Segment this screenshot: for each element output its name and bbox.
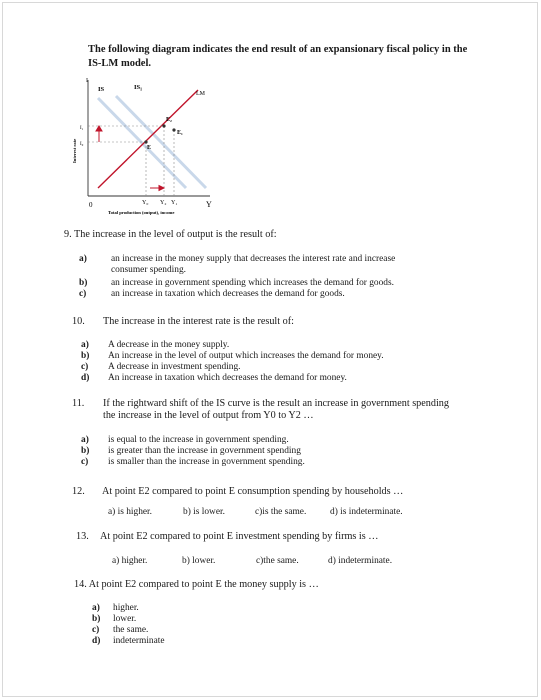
q14-option-c-text: the same.: [113, 625, 149, 635]
intro-text: [88, 43, 467, 71]
q10-option-c-label: c): [81, 362, 89, 372]
question-14-text: 14. At point E2 compared to point E the money supply is …: [74, 579, 319, 590]
point-e-label: E: [147, 145, 152, 151]
lm-curve: [98, 90, 198, 188]
q10-option-a-text: A decrease in the money supply.: [108, 340, 230, 350]
is1-label: IS₁: [134, 84, 143, 91]
q12-option-a: a) is higher.: [108, 507, 152, 517]
q13-option-c: c)the same.: [256, 556, 299, 566]
point-e2-dot: [162, 124, 165, 127]
question-10-text: The increase in the interest rate is the result of:: [103, 316, 294, 327]
q13-option-b: b) lower.: [182, 556, 216, 566]
q10-option-b-text: An increase in the level of output which increases the demand for money.: [108, 351, 384, 361]
question-13-number: 13.: [76, 531, 89, 542]
origin-label: 0: [89, 201, 93, 209]
x-axis-label: Total production (output), income: [108, 210, 175, 215]
q9-option-b-text: an increase in government spending which increases the demand for goods.: [111, 278, 394, 288]
y1-tick-label: Y₁: [171, 200, 178, 206]
point-e1-label: E₁: [177, 130, 183, 136]
question-12-number: 12.: [72, 486, 85, 497]
question-12-text: At point E2 compared to point E consumption spending by households …: [102, 486, 404, 497]
q12-option-b: b) is lower.: [183, 507, 225, 517]
question-13-text: At point E2 compared to point E investment spending by firms is …: [100, 531, 379, 542]
question-9-text: 9. The increase in the level of output is the result of:: [64, 229, 277, 240]
q10-option-c-text: A decrease in investment spending.: [108, 362, 241, 372]
q9-option-b-label: b): [79, 278, 88, 288]
i0-tick-label: I₀: [80, 142, 84, 147]
point-e-dot: [144, 140, 147, 143]
question-11-line-2: the increase in the level of output from Y0 to Y2 …: [103, 410, 314, 421]
q11-option-b-label: b): [81, 446, 90, 456]
q11-option-a-label: a): [81, 435, 89, 445]
q9-option-c-text: an increase in taxation which decreases the demand for goods.: [111, 289, 345, 299]
q11-option-c-label: c): [81, 457, 89, 467]
q12-option-d: d) is indeterminate.: [330, 507, 403, 517]
q11-option-c-text: is smaller than the increase in government spending.: [108, 457, 305, 467]
point-e1-dot: [172, 128, 175, 131]
x-axis-char: Y: [206, 200, 212, 209]
q10-option-b-label: b): [81, 351, 90, 361]
q14-option-a-label: a): [92, 603, 100, 613]
q11-option-b-text: is greater than the increase in government spending: [108, 446, 301, 456]
q10-option-a-label: a): [81, 340, 89, 350]
q9-option-c-label: c): [79, 289, 87, 299]
q9-option-a-text-cont: consumer spending.: [111, 265, 186, 275]
q13-option-a: a) higher.: [112, 556, 148, 566]
is-lm-diagram: [60, 74, 260, 224]
q10-option-d-text: An increase in taxation which decreases the demand for money.: [108, 373, 347, 383]
i1-tick-label: I₁: [80, 126, 84, 131]
q14-option-d-label: d): [92, 636, 101, 646]
q9-option-a-text: an increase in the money supply that decreases the interest rate and increase: [111, 254, 396, 264]
y0-tick-label: Y₀: [142, 200, 149, 206]
question-11-line-1: If the rightward shift of the IS curve is the result an increase in government spending: [103, 398, 449, 409]
point-e2-label: E₂: [166, 117, 172, 123]
lm-label: LM: [196, 91, 205, 97]
q10-option-d-label: d): [81, 373, 90, 383]
q14-option-b-text: lower.: [113, 614, 137, 624]
is-label: IS: [98, 86, 105, 93]
y-axis-label: Interest rate: [72, 138, 77, 163]
question-11-number: 11.: [72, 398, 85, 409]
q14-option-b-label: b): [92, 614, 101, 624]
y-axis-char: I: [86, 78, 88, 84]
q12-option-c: c)is the same.: [255, 507, 307, 517]
q14-option-a-text: higher.: [113, 603, 139, 613]
intro-line-1: The following diagram indicates the end result of an expansionary fiscal policy in the: [88, 44, 468, 55]
intro-line-2: IS-LM model.: [88, 58, 151, 69]
q14-option-c-label: c): [92, 625, 100, 635]
y2-tick-label: Y₂: [160, 200, 167, 206]
q14-option-d-text: indeterminate: [113, 636, 165, 646]
q11-option-a-text: is equal to the increase in government spending.: [108, 435, 289, 445]
q9-option-a-label: a): [79, 254, 87, 264]
question-10-number: 10.: [72, 316, 85, 327]
q13-option-d: d) indeterminate.: [328, 556, 393, 566]
